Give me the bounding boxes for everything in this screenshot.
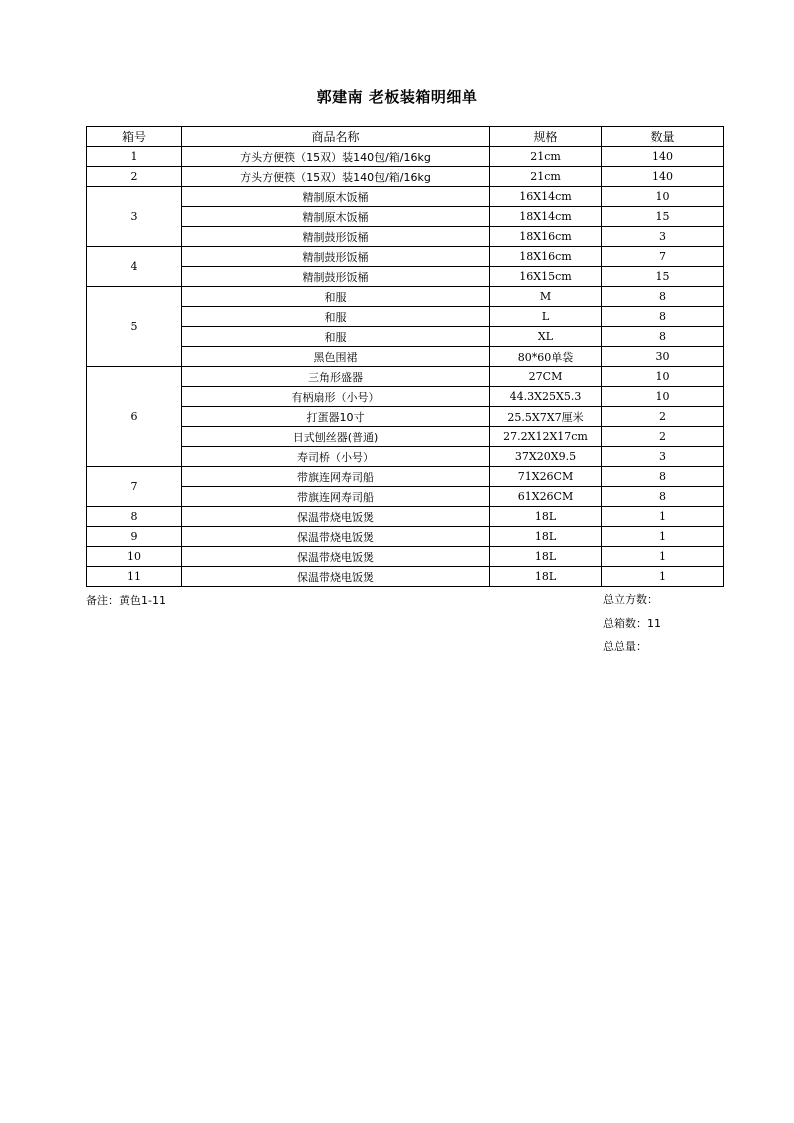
table-row <box>87 187 724 207</box>
quantity-cell: 10 <box>602 367 724 387</box>
product-name-cell: 日式刨丝器(普通) <box>182 427 490 447</box>
spec-cell: 21cm <box>490 147 602 167</box>
quantity-cell: 2 <box>602 427 724 447</box>
remark-note: 备注：黄色1-11 <box>86 594 166 607</box>
packing-table <box>86 126 724 587</box>
quantity-cell: 1 <box>602 527 724 547</box>
product-name-cell: 保温带烧电饭煲 <box>182 507 490 527</box>
product-name-cell: 带旗连网寿司船 <box>182 467 490 487</box>
spec-cell: 37X20X9.5 <box>490 447 602 467</box>
table-row <box>87 567 724 587</box>
summary-total-volume: 总立方数： <box>603 593 658 606</box>
header-row <box>87 127 724 147</box>
quantity-cell: 7 <box>602 247 724 267</box>
quantity-cell: 10 <box>602 187 724 207</box>
spec-cell: 21cm <box>490 167 602 187</box>
box-number-cell: 9 <box>87 527 182 547</box>
box-number-cell: 4 <box>87 247 182 287</box>
summary-total-boxes: 总箱数：11 <box>603 617 661 630</box>
quantity-cell: 30 <box>602 347 724 367</box>
table-row <box>87 387 724 407</box>
box-number-cell: 10 <box>87 547 182 567</box>
spec-cell: M <box>490 287 602 307</box>
product-name-cell: 方头方便筷（15双）装140包/箱/16kg <box>182 167 490 187</box>
header-spec: 规格 <box>490 127 602 147</box>
box-number-cell: 8 <box>87 507 182 527</box>
spec-cell: 18L <box>490 527 602 547</box>
product-name-cell: 有柄扇形（小号） <box>182 387 490 407</box>
box-number-cell: 2 <box>87 167 182 187</box>
table-body <box>87 147 724 587</box>
product-name-cell: 保温带烧电饭煲 <box>182 547 490 567</box>
quantity-cell: 2 <box>602 407 724 427</box>
quantity-cell: 10 <box>602 387 724 407</box>
product-name-cell: 三角形盛器 <box>182 367 490 387</box>
product-name-cell: 黑色围裙 <box>182 347 490 367</box>
table-row <box>87 327 724 347</box>
table-row <box>87 427 724 447</box>
spec-cell: 71X26CM <box>490 467 602 487</box>
product-name-cell: 和服 <box>182 287 490 307</box>
product-name-cell: 保温带烧电饭煲 <box>182 527 490 547</box>
quantity-cell: 8 <box>602 327 724 347</box>
spec-cell: 25.5X7X7厘米 <box>490 407 602 427</box>
quantity-cell: 8 <box>602 307 724 327</box>
table-row <box>87 407 724 427</box>
table-row <box>87 447 724 467</box>
table-row <box>87 507 724 527</box>
product-name-cell: 精制鼓形饭桶 <box>182 227 490 247</box>
table-row <box>87 267 724 287</box>
spec-cell: 16X14cm <box>490 187 602 207</box>
table-row <box>87 147 724 167</box>
table-row <box>87 487 724 507</box>
spec-cell: 61X26CM <box>490 487 602 507</box>
quantity-cell: 15 <box>602 207 724 227</box>
spec-cell: 18L <box>490 567 602 587</box>
product-name-cell: 精制原木饭桶 <box>182 207 490 227</box>
product-name-cell: 方头方便筷（15双）装140包/箱/16kg <box>182 147 490 167</box>
quantity-cell: 1 <box>602 567 724 587</box>
box-number-cell: 1 <box>87 147 182 167</box>
product-name-cell: 保温带烧电饭煲 <box>182 567 490 587</box>
quantity-cell: 3 <box>602 447 724 467</box>
document-title: 郭建南 老板装箱明细单 <box>316 88 478 106</box>
quantity-cell: 140 <box>602 167 724 187</box>
quantity-cell: 8 <box>602 487 724 507</box>
product-name-cell: 精制鼓形饭桶 <box>182 247 490 267</box>
spec-cell: 18X16cm <box>490 247 602 267</box>
table-row <box>87 527 724 547</box>
spec-cell: 18X14cm <box>490 207 602 227</box>
product-name-cell: 精制原木饭桶 <box>182 187 490 207</box>
spec-cell: 27CM <box>490 367 602 387</box>
product-name-cell: 打蛋器10寸 <box>182 407 490 427</box>
table-row <box>87 347 724 367</box>
header-quantity: 数量 <box>602 127 724 147</box>
table-row <box>87 307 724 327</box>
spec-cell: 18X16cm <box>490 227 602 247</box>
spec-cell: XL <box>490 327 602 347</box>
table-row <box>87 367 724 387</box>
quantity-cell: 1 <box>602 547 724 567</box>
quantity-cell: 1 <box>602 507 724 527</box>
table-row <box>87 467 724 487</box>
table-row <box>87 167 724 187</box>
quantity-cell: 140 <box>602 147 724 167</box>
spec-cell: 16X15cm <box>490 267 602 287</box>
header-product-name: 商品名称 <box>182 127 490 147</box>
quantity-cell: 8 <box>602 287 724 307</box>
table-row <box>87 247 724 267</box>
quantity-cell: 8 <box>602 467 724 487</box>
spec-cell: L <box>490 307 602 327</box>
product-name-cell: 带旗连网寿司船 <box>182 487 490 507</box>
spec-cell: 44.3X25X5.3 <box>490 387 602 407</box>
table-row <box>87 547 724 567</box>
box-number-cell: 7 <box>87 467 182 507</box>
quantity-cell: 3 <box>602 227 724 247</box>
product-name-cell: 寿司桥（小号） <box>182 447 490 467</box>
summary-total-weight: 总总量： <box>603 640 647 653</box>
table-row <box>87 207 724 227</box>
box-number-cell: 3 <box>87 187 182 247</box>
header-box-number: 箱号 <box>87 127 182 147</box>
spec-cell: 18L <box>490 507 602 527</box>
table-row <box>87 287 724 307</box>
box-number-cell: 11 <box>87 567 182 587</box>
spec-cell: 27.2X12X17cm <box>490 427 602 447</box>
spec-cell: 18L <box>490 547 602 567</box>
table-row <box>87 227 724 247</box>
spec-cell: 80*60单袋 <box>490 347 602 367</box>
product-name-cell: 和服 <box>182 307 490 327</box>
quantity-cell: 15 <box>602 267 724 287</box>
product-name-cell: 和服 <box>182 327 490 347</box>
box-number-cell: 5 <box>87 287 182 367</box>
product-name-cell: 精制鼓形饭桶 <box>182 267 490 287</box>
box-number-cell: 6 <box>87 367 182 467</box>
